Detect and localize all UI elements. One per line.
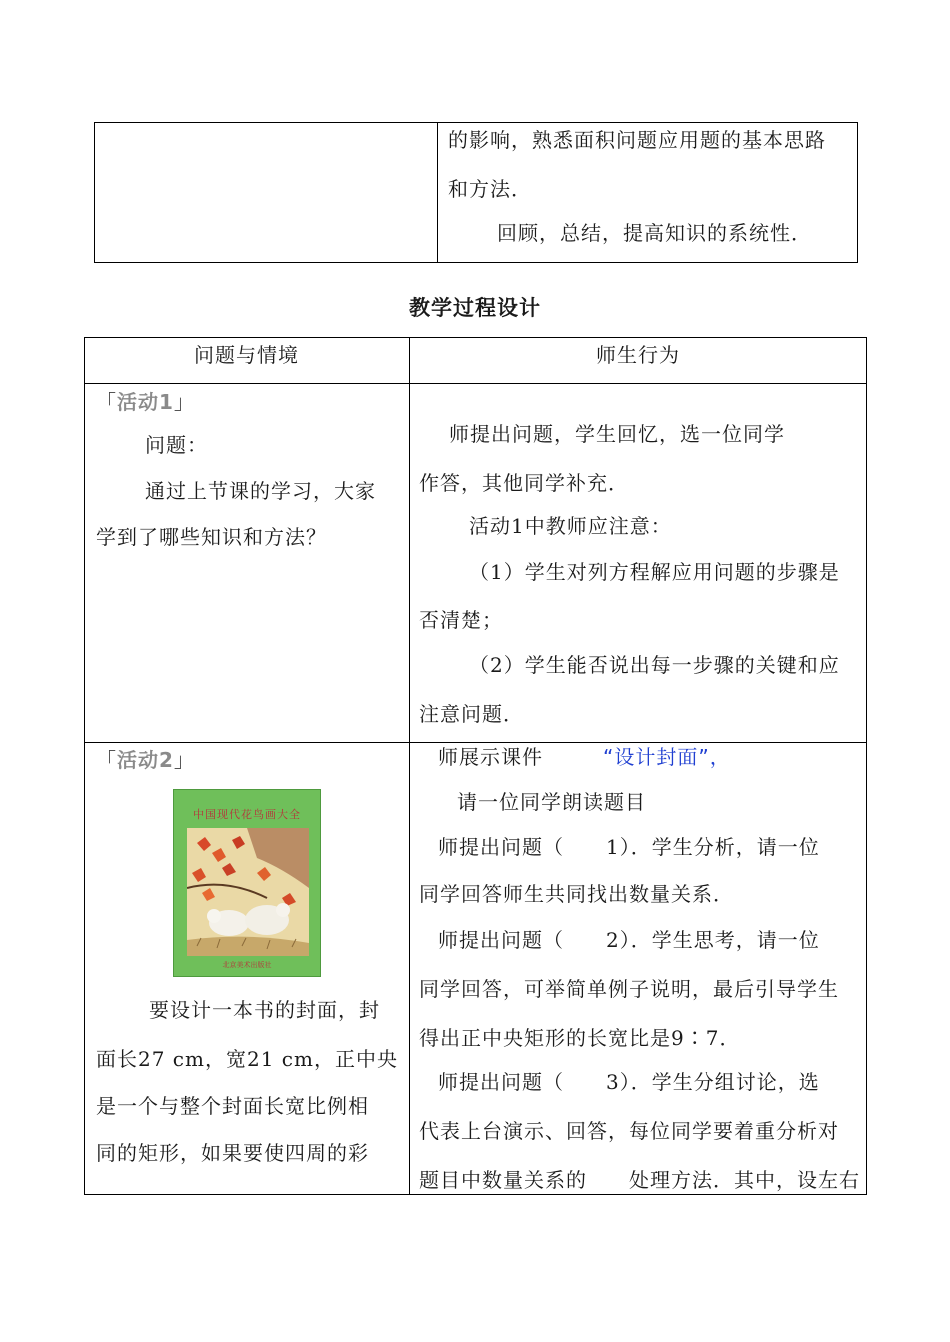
activity2-left-line-2: 面长27 cm，宽21 cm，正中央 [96, 1047, 398, 1071]
activity1-right-line-7: 注意问题． [419, 702, 524, 726]
activity2-right-line-10: 题目中数量关系的 处理方法．其中，设左右 [419, 1168, 860, 1192]
activity2-right-line-8: 师提出问题（ 3）．学生分组讨论，选 [438, 1070, 820, 1094]
activity2-right-line-3: 师提出问题（ 1）．学生分析，请一位 [438, 835, 820, 859]
activity2-left-line-4: 同的矩形，如果要使四周的彩 [96, 1141, 369, 1165]
activity2-left-line-3: 是一个与整个封面长宽比例相 [96, 1094, 369, 1118]
activity2-right-line-6: 同学回答，可举简单例子说明，最后引导学生 [419, 977, 839, 1001]
activity1-label [96, 390, 195, 414]
activity2-right-line-4: 同学回答师生共同找出数量关系． [419, 882, 734, 906]
activity2-label-text: 活动2 [117, 748, 174, 772]
book-cover-image [173, 789, 321, 977]
activity1-right-line-1: 师提出问题，学生回忆，选一位同学 [449, 422, 785, 446]
header-row-divider [84, 383, 867, 384]
activity1-left-line-1: 问题： [145, 433, 208, 457]
courseware-intro: 师展示课件 [438, 745, 543, 769]
top-table-line-2: 和方法． [448, 177, 532, 201]
activity1-left-line-3: 学到了哪些知识和方法？ [96, 525, 327, 549]
bracket-open: 「 [96, 748, 117, 772]
header-problem-situation: 问题与情境 [194, 343, 299, 367]
activity1-right-line-5: 否清楚； [419, 608, 503, 632]
bird-painting-illustration [187, 828, 309, 956]
bracket-open: 「 [96, 390, 117, 414]
activity2-right-line-7: 得出正中央矩形的长宽比是9∶7． [419, 1026, 741, 1050]
activity1-left-line-2: 通过上节课的学习，大家 [145, 479, 376, 503]
top-table-line-1: 的影响，熟悉面积问题应用题的基本思路 [448, 128, 826, 152]
activity1-right-line-4: （1）学生对列方程解应用问题的步骤是 [469, 560, 840, 584]
top-table-line-3: 回顾，总结，提高知识的系统性． [497, 221, 812, 245]
activity2-right-line-5: 师提出问题（ 2）．学生思考，请一位 [438, 928, 820, 952]
activity1-label-text: 活动1 [117, 390, 174, 414]
courseware-link[interactable]: “设计封面”， [603, 745, 731, 769]
header-teacher-student: 师生行为 [596, 343, 680, 367]
activity1-right-line-2: 作答，其他同学补充． [419, 471, 629, 495]
activity2-right-line-1 [438, 745, 731, 769]
book-cover-title: 中国现代花鸟画大全 [193, 808, 301, 821]
bracket-close: 」 [173, 390, 195, 414]
section-title: 教学过程设计 [409, 296, 541, 320]
activity1-right-line-6: （2）学生能否说出每一步骤的关键和应 [469, 653, 840, 677]
top-table-divider [437, 122, 438, 263]
activity-row-divider [84, 742, 867, 743]
activity2-left-line-1: 要设计一本书的封面，封 [149, 998, 380, 1022]
bracket-close: 」 [173, 748, 195, 772]
book-cover-footer: 北京美术出版社 [222, 961, 272, 969]
activity2-right-line-2: 请一位同学朗读题目 [457, 790, 646, 814]
activity1-right-line-3: 活动1中教师应注意： [469, 514, 672, 538]
table-col-divider [409, 337, 410, 1195]
book-cover-painting [187, 828, 309, 956]
activity2-label [96, 748, 195, 772]
activity2-right-line-9: 代表上台演示、回答，每位同学要着重分析对 [419, 1119, 839, 1143]
